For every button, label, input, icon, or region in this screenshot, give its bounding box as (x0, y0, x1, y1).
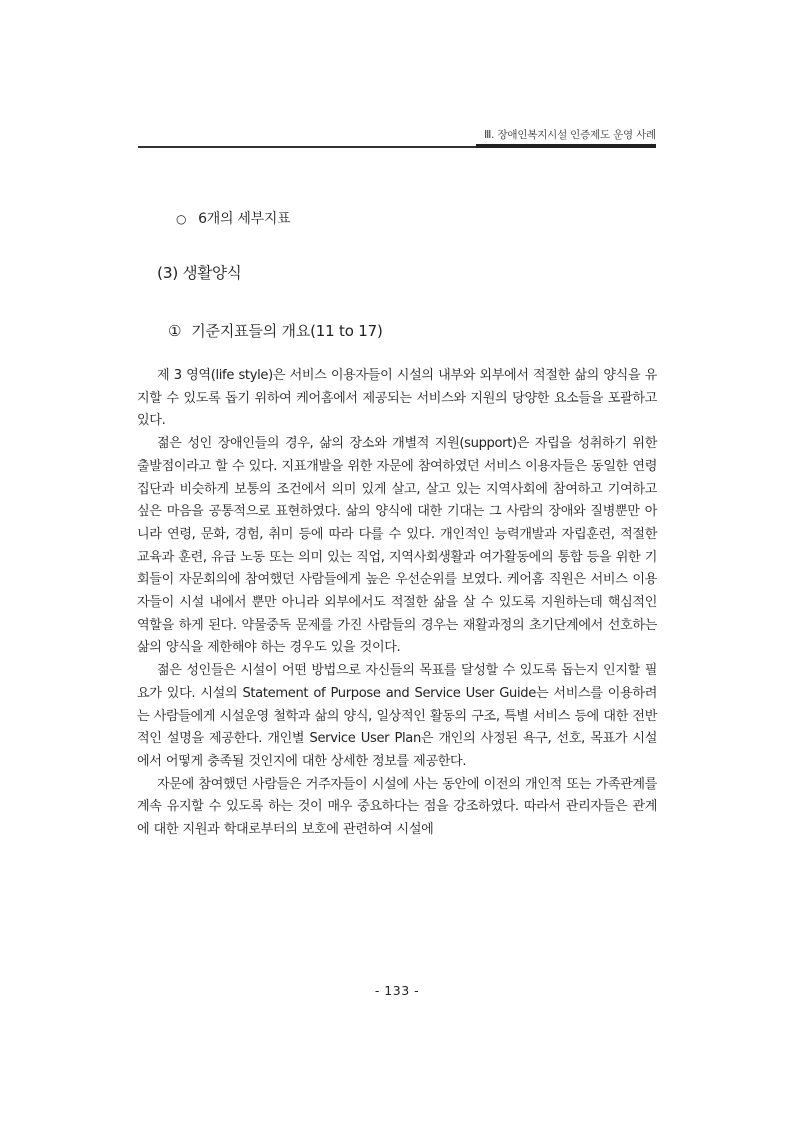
subsection-heading (168, 320, 383, 341)
body-paragraph: 젊은 성인들은 시설이 어떤 방법으로 자신들의 목표를 달성할 수 있도록 돕는지 인지할 필요가 있다. 시설의 Statement of Purpose and Service User Guide는 서비스를 이용하려는 사람들에게 시설운영 철학과 삶의 양식, 일상적인 활동의 구조, 특별 서비스 등에 대한 전반적인 설명을 제공한다. 개인별 Service User Plan은 개인의 사정된 욕구, 선호, 목표가 시설에서 어떻게 충족될 것인지에 대한 상세한 정보를 제공한다. (137, 663, 657, 769)
subsection-marker: ① (168, 322, 182, 340)
body-paragraph: 제 3 영역(life style)은 서비스 이용자들이 시설의 내부와 외부에서 적절한 삶의 양식을 유지할 수 있도록 돕기 위하여 케어홈에서 제공되는 서비스와 지원의 당양한 요소들을 포괄하고 있다. (137, 368, 657, 429)
bullet-item-text: 6개의 세부지표 (198, 211, 291, 227)
page-number: - 133 - (374, 983, 420, 998)
body-text (137, 365, 657, 842)
section-heading: (3) 생활양식 (157, 264, 242, 282)
body-paragraph: 젊은 성인 장애인들의 경우, 삶의 장소와 개별적 지원(support)은 자립을 성취하기 위한 출발점이라고 할 수 있다. 지표개발을 위한 자문에 참여하였던 서비스 이용자들은 동일한 연령집단과 비슷하게 보통의 조건에서 의미 있게 살고, 살고 있는 지역사회에 참여하고 기여하고 싶은 마음을 공통적으로 표현하였다. 삶의 양식에 대한 기대는 그 사람의 장애와 질병뿐만 아니라 연령, 문화, 경험, 취미 등에 따라 다를 수 있다. 개인적인 능력개발과 자립훈련, 적절한 교육과 훈련, 유급 노동 또는 의미 있는 직업, 지역사회생활과 여가활동에의 통합 등을 위한 기회들이 자문회의에 참여했던 사람들에게 높은 우선순위를 보였다. 케어홈 직원은 서비스 이용자들이 시설 내에서 뿐만 아니라 외부에서도 적절한 삶을 살 수 있도록 지원하는데 핵심적인 역할을 하게 된다. 약물중독 문제를 가진 사람들의 경우는 재활과정의 초기단계에서 선호하는 삶의 양식을 제한해야 하는 경우도 있을 것이다. (137, 436, 657, 656)
running-header: Ⅲ. 장애인복지시설 인증제도 운영 사례 (484, 129, 656, 141)
circle-bullet-icon: ○ (176, 212, 187, 226)
header-rule-accent (476, 144, 656, 148)
subsection-heading-text: 기준지표들의 개요(11 to 17) (191, 322, 383, 340)
body-paragraph: 자문에 참여했던 사람들은 거주자들이 시설에 사는 동안에 이전의 개인적 또는 가족관계를 계속 유지할 수 있도록 하는 것이 매우 중요하다는 점을 강조하였다. 따라서 관리자들은 관계에 대한 지원과 학대로부터의 보호에 관련하여 시설에 (137, 776, 657, 838)
bullet-item (176, 208, 290, 228)
